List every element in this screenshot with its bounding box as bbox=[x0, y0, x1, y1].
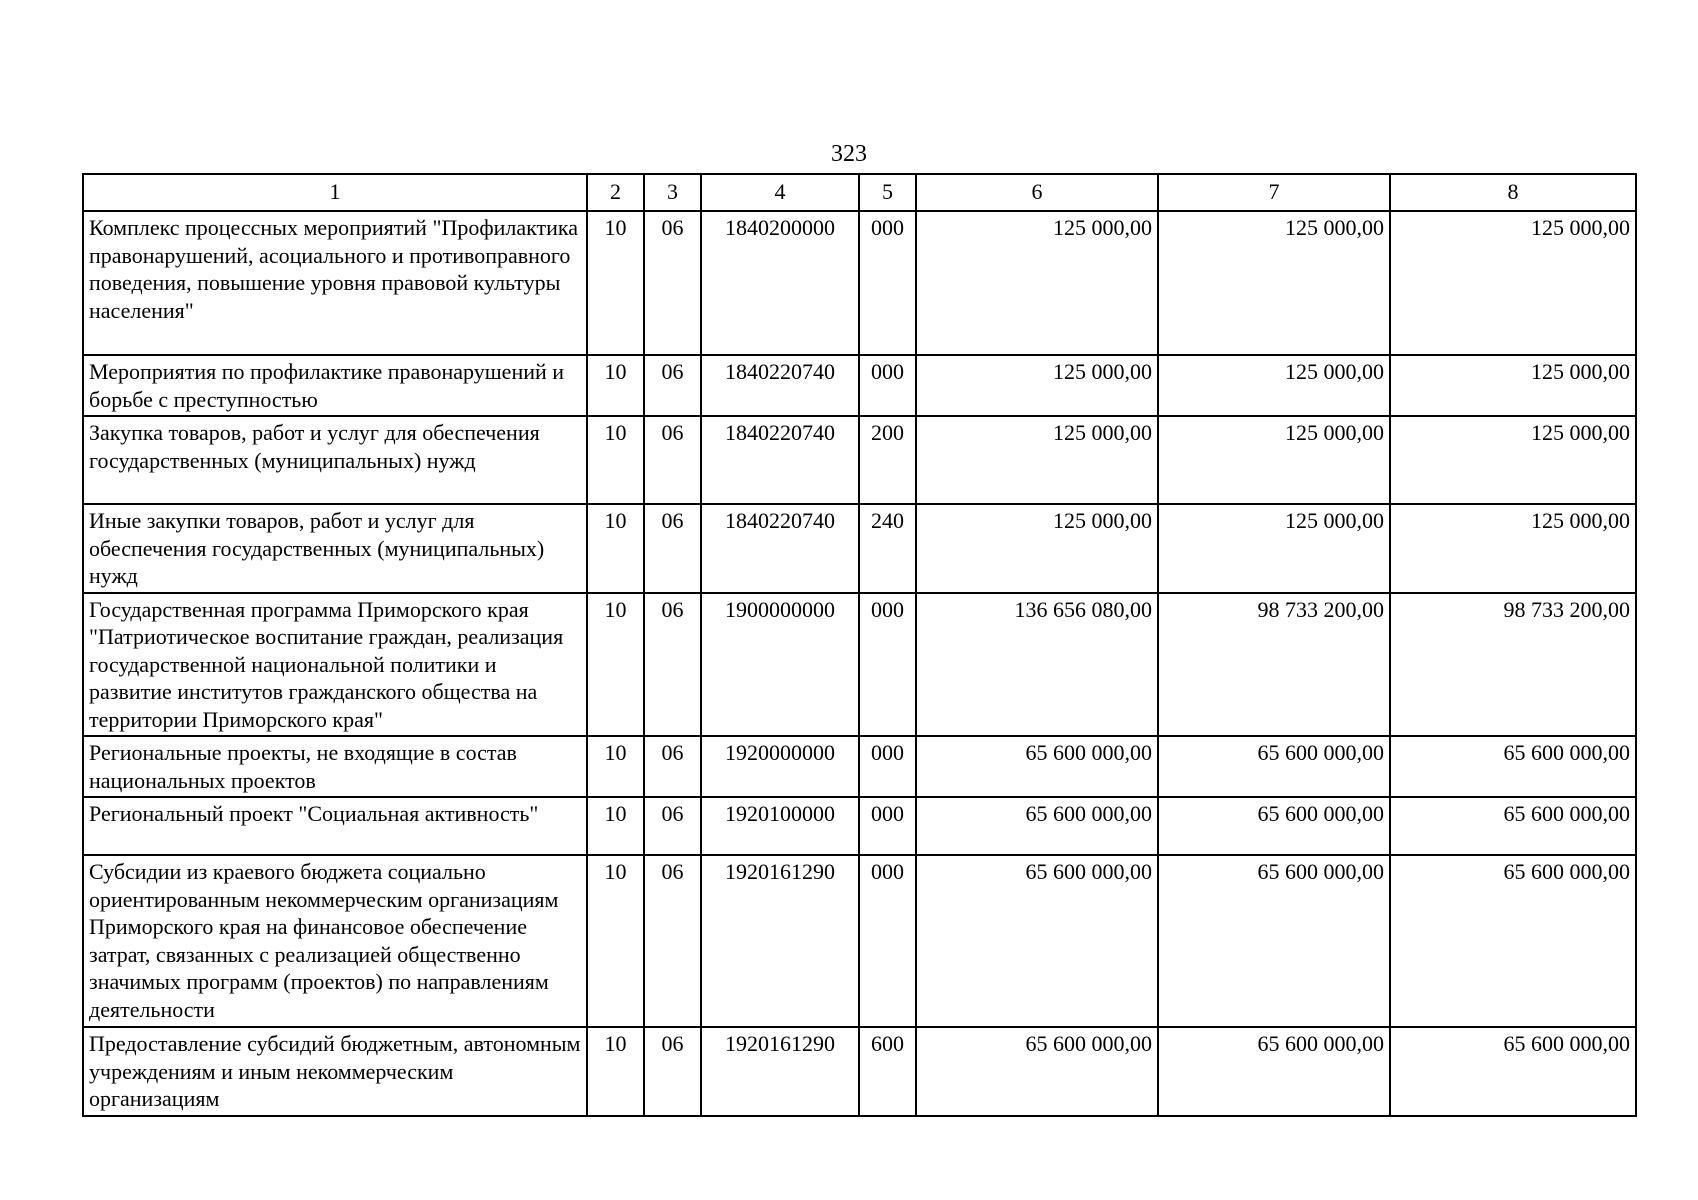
subsection-code: 06 bbox=[644, 504, 701, 593]
amount-col-8: 65 600 000,00 bbox=[1390, 855, 1636, 1027]
amount-col-7: 125 000,00 bbox=[1158, 211, 1390, 355]
expense-type-code: 600 bbox=[859, 1027, 916, 1116]
section-code: 10 bbox=[587, 355, 644, 416]
amount-col-7: 65 600 000,00 bbox=[1158, 797, 1390, 855]
subsection-code: 06 bbox=[644, 855, 701, 1027]
target-article-code: 1920161290 bbox=[701, 855, 859, 1027]
target-article-code: 1840220740 bbox=[701, 504, 859, 593]
section-code: 10 bbox=[587, 1027, 644, 1116]
amount-col-8: 125 000,00 bbox=[1390, 416, 1636, 504]
column-header-4: 4 bbox=[701, 174, 859, 211]
expense-type-code: 000 bbox=[859, 736, 916, 797]
table-row bbox=[83, 504, 1636, 593]
subsection-code: 06 bbox=[644, 355, 701, 416]
target-article-code: 1840200000 bbox=[701, 211, 859, 355]
amount-col-7: 125 000,00 bbox=[1158, 504, 1390, 593]
section-code: 10 bbox=[587, 736, 644, 797]
row-name: Субсидии из краевого бюджета социально ориентированным некоммерческим организациям Приморского края на финансовое обеспечение затрат, связанных с реализацией общественно значимых программ (проектов) по направлениям деятельности bbox=[83, 855, 587, 1027]
amount-col-7: 65 600 000,00 bbox=[1158, 736, 1390, 797]
row-name: Государственная программа Приморского края "Патриотическое воспитание граждан, реализация государственной национальной политики и развитие институтов гражданского общества на территории Приморского края" bbox=[83, 593, 587, 737]
amount-col-8: 65 600 000,00 bbox=[1390, 797, 1636, 855]
row-name: Закупка товаров, работ и услуг для обеспечения государственных (муниципальных) нужд bbox=[83, 416, 587, 504]
section-code: 10 bbox=[587, 211, 644, 355]
row-name: Мероприятия по профилактике правонарушений и борьбе с преступностью bbox=[83, 355, 587, 416]
expense-type-code: 000 bbox=[859, 797, 916, 855]
amount-col-6: 125 000,00 bbox=[916, 355, 1158, 416]
amount-col-8: 125 000,00 bbox=[1390, 211, 1636, 355]
expense-type-code: 000 bbox=[859, 855, 916, 1027]
subsection-code: 06 bbox=[644, 1027, 701, 1116]
amount-col-8: 125 000,00 bbox=[1390, 504, 1636, 593]
row-name: Региональные проекты, не входящие в состав национальных проектов bbox=[83, 736, 587, 797]
amount-col-6: 125 000,00 bbox=[916, 416, 1158, 504]
target-article-code: 1920000000 bbox=[701, 736, 859, 797]
target-article-code: 1840220740 bbox=[701, 355, 859, 416]
section-code: 10 bbox=[587, 855, 644, 1027]
amount-col-6: 125 000,00 bbox=[916, 504, 1158, 593]
amount-col-6: 65 600 000,00 bbox=[916, 736, 1158, 797]
header-row bbox=[83, 174, 1636, 211]
target-article-code: 1920161290 bbox=[701, 1027, 859, 1116]
amount-col-6: 65 600 000,00 bbox=[916, 797, 1158, 855]
amount-col-6: 65 600 000,00 bbox=[916, 855, 1158, 1027]
table-row bbox=[83, 211, 1636, 355]
subsection-code: 06 bbox=[644, 736, 701, 797]
table-row bbox=[83, 797, 1636, 855]
table-row bbox=[83, 355, 1636, 416]
expense-type-code: 240 bbox=[859, 504, 916, 593]
target-article-code: 1920100000 bbox=[701, 797, 859, 855]
column-header-6: 6 bbox=[916, 174, 1158, 211]
table-row bbox=[83, 1027, 1636, 1116]
table-row bbox=[83, 416, 1636, 504]
page-number: 323 bbox=[831, 141, 867, 167]
amount-col-7: 65 600 000,00 bbox=[1158, 855, 1390, 1027]
amount-col-7: 125 000,00 bbox=[1158, 416, 1390, 504]
row-name: Региональный проект "Социальная активность" bbox=[83, 797, 587, 855]
amount-col-8: 125 000,00 bbox=[1390, 355, 1636, 416]
subsection-code: 06 bbox=[644, 797, 701, 855]
row-name: Комплекс процессных мероприятий "Профилактика правонарушений, асоциального и противоправного поведения, повышение уровня правовой культуры населения" bbox=[83, 211, 587, 355]
column-header-5: 5 bbox=[859, 174, 916, 211]
amount-col-6: 136 656 080,00 bbox=[916, 593, 1158, 737]
table-row bbox=[83, 855, 1636, 1027]
expense-type-code: 000 bbox=[859, 355, 916, 416]
expense-type-code: 000 bbox=[859, 211, 916, 355]
subsection-code: 06 bbox=[644, 593, 701, 737]
budget-table bbox=[82, 173, 1637, 1117]
column-header-8: 8 bbox=[1390, 174, 1636, 211]
amount-col-6: 65 600 000,00 bbox=[916, 1027, 1158, 1116]
column-header-3: 3 bbox=[644, 174, 701, 211]
section-code: 10 bbox=[587, 416, 644, 504]
target-article-code: 1900000000 bbox=[701, 593, 859, 737]
column-header-7: 7 bbox=[1158, 174, 1390, 211]
subsection-code: 06 bbox=[644, 211, 701, 355]
amount-col-8: 98 733 200,00 bbox=[1390, 593, 1636, 737]
expense-type-code: 200 bbox=[859, 416, 916, 504]
section-code: 10 bbox=[587, 504, 644, 593]
table-row bbox=[83, 736, 1636, 797]
amount-col-8: 65 600 000,00 bbox=[1390, 1027, 1636, 1116]
amount-col-7: 98 733 200,00 bbox=[1158, 593, 1390, 737]
amount-col-7: 65 600 000,00 bbox=[1158, 1027, 1390, 1116]
expense-type-code: 000 bbox=[859, 593, 916, 737]
column-header-1: 1 bbox=[83, 174, 587, 211]
column-header-2: 2 bbox=[587, 174, 644, 211]
subsection-code: 06 bbox=[644, 416, 701, 504]
target-article-code: 1840220740 bbox=[701, 416, 859, 504]
section-code: 10 bbox=[587, 797, 644, 855]
row-name: Иные закупки товаров, работ и услуг для обеспечения государственных (муниципальных) нужд bbox=[83, 504, 587, 593]
amount-col-7: 125 000,00 bbox=[1158, 355, 1390, 416]
amount-col-8: 65 600 000,00 bbox=[1390, 736, 1636, 797]
table-row bbox=[83, 593, 1636, 737]
row-name: Предоставление субсидий бюджетным, автономным учреждениям и иным некоммерческим организациям bbox=[83, 1027, 587, 1116]
section-code: 10 bbox=[587, 593, 644, 737]
amount-col-6: 125 000,00 bbox=[916, 211, 1158, 355]
